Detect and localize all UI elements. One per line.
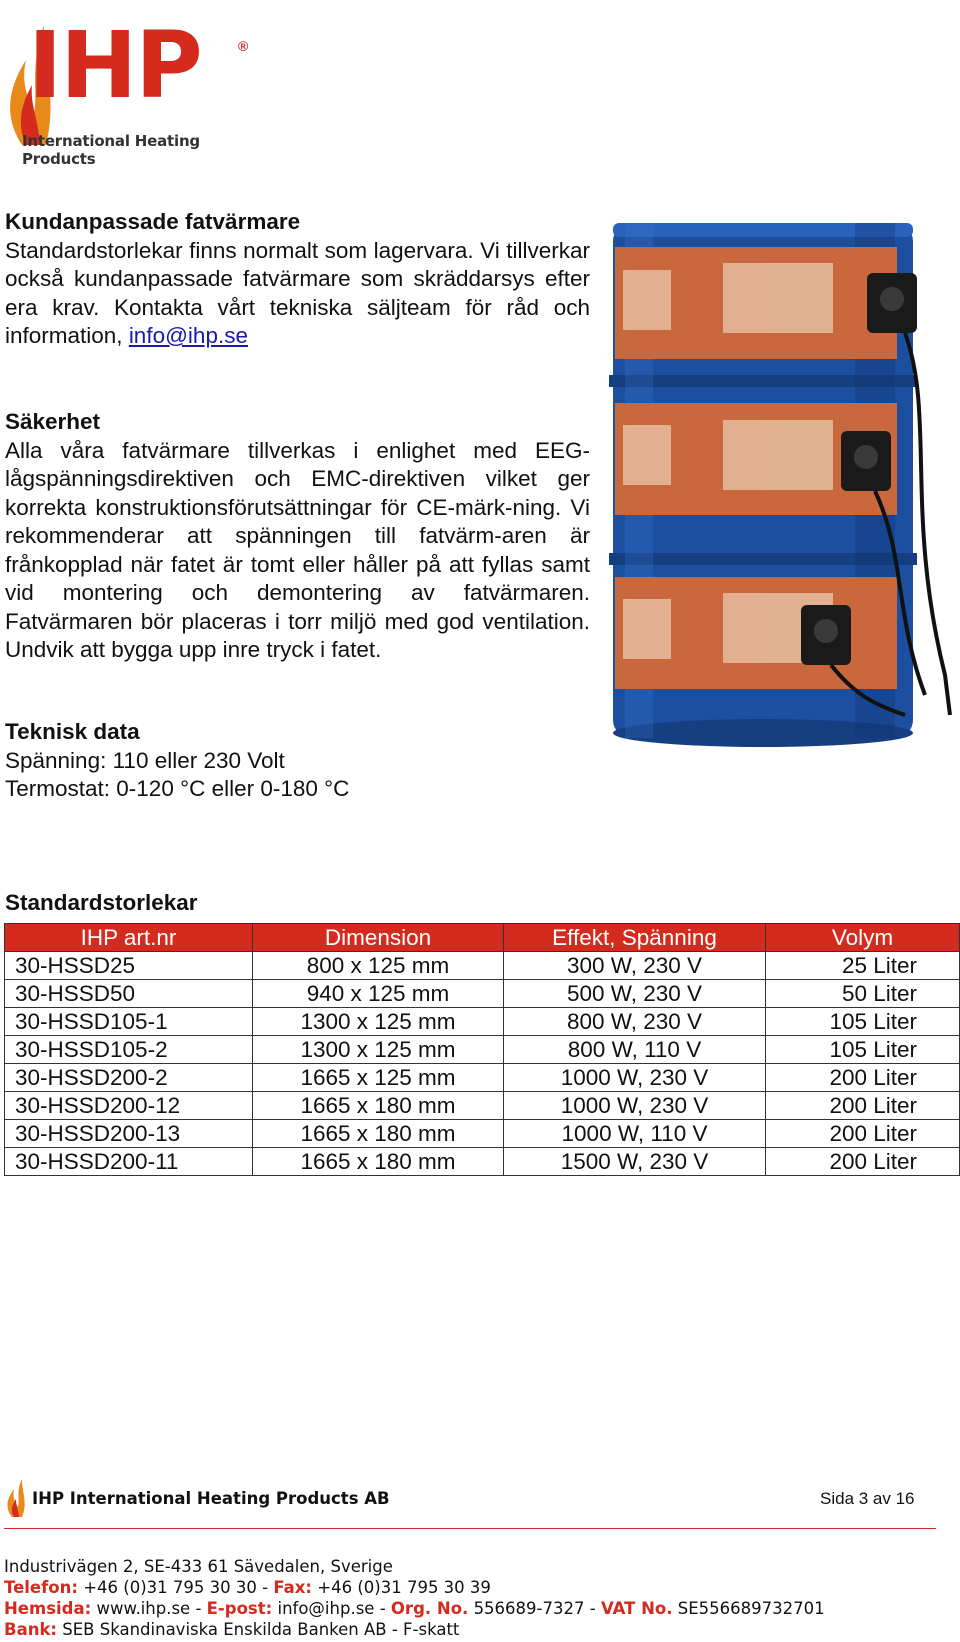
voltage-spec: Spänning: 110 eller 230 Volt xyxy=(5,747,285,773)
footer-website-link[interactable]: www.ihp.se xyxy=(96,1599,191,1618)
volume-cell: 105 Liter xyxy=(766,1036,960,1064)
power-cell: 1000 W, 110 V xyxy=(504,1120,766,1148)
dimension-cell: 800 x 125 mm xyxy=(253,952,504,980)
power-cell: 800 W, 110 V xyxy=(504,1036,766,1064)
product-photo xyxy=(605,215,960,750)
table-row xyxy=(5,1120,960,1148)
dimension-cell: 940 x 125 mm xyxy=(253,980,504,1008)
sizes-heading: Standardstorlekar xyxy=(5,890,198,915)
volume-cell: 200 Liter xyxy=(766,1148,960,1176)
art-nr-cell: 30-HSSD200-2 xyxy=(5,1064,253,1092)
logo-wordmark: IHP xyxy=(28,12,201,119)
footer-address: Industrivägen 2, SE-433 61 Sävedalen, Sverige xyxy=(4,1557,393,1576)
dimension-cell: 1665 x 180 mm xyxy=(253,1092,504,1120)
phone-number: +46 (0)31 795 30 30 xyxy=(83,1578,257,1597)
thermostat-spec: Termostat: 0-120 °C eller 0-180 °C xyxy=(5,776,350,801)
email-link[interactable]: info@ihp.se xyxy=(128,323,248,348)
footer-contact-line: Telefon: +46 (0)31 795 30 30 - Fax: +46 (0)31 795 30 39 xyxy=(4,1578,491,1597)
table-row xyxy=(5,1036,960,1064)
column-header: Dimension xyxy=(253,924,504,952)
power-cell: 800 W, 230 V xyxy=(504,1008,766,1036)
company-logo xyxy=(0,0,260,168)
art-nr-cell: 30-HSSD25 xyxy=(5,952,253,980)
art-nr-cell: 30-HSSD200-12 xyxy=(5,1092,253,1120)
vat-number: SE556689732701 xyxy=(677,1599,825,1618)
art-nr-cell: 30-HSSD105-2 xyxy=(5,1036,253,1064)
table-row xyxy=(5,1092,960,1120)
dimension-cell: 1300 x 125 mm xyxy=(253,1036,504,1064)
power-cell: 1000 W, 230 V xyxy=(504,1092,766,1120)
table-row xyxy=(5,980,960,1008)
tech-section xyxy=(5,718,590,804)
table-row xyxy=(5,952,960,980)
table-row xyxy=(5,1064,960,1092)
safety-heading: Säkerhet xyxy=(5,409,101,434)
dimension-cell: 1665 x 180 mm xyxy=(253,1120,504,1148)
footer-web-line: Hemsida: www.ihp.se - E-post: info@ihp.se - Org. No. 556689-7327 - VAT No. SE556689732701 xyxy=(4,1599,825,1618)
column-header: Volym xyxy=(766,924,960,952)
volume-cell: 200 Liter xyxy=(766,1120,960,1148)
table-row xyxy=(5,1008,960,1036)
safety-body: Alla våra fatvärmare tillverkas i enlighet med EEG-lågspänningsdirektiven och EMC-direktiven vilket ger korrekta konstruktionsförutsättningar för CE-märk-ning. Vi rekommenderar att spänningen till fatvärm-aren är frånkopplad när fatet är tomt eller håller på att fyllas samt vid montering och demontering av fatvärmaren. Fatvärmaren bör placeras i torr miljö med god ventilation. Undvik att bygga upp inre tryck i fatet. xyxy=(5,437,590,662)
dimension-cell: 1665 x 125 mm xyxy=(253,1064,504,1092)
custom-body: Standardstorlekar finns normalt som lagervara. Vi tillverkar också kundanpassade fatvärmare som skräddarsys efter era krav. Kontakta vårt tekniska säljteam för råd och information, info@ihp.se xyxy=(5,237,590,348)
table-row xyxy=(5,1148,960,1176)
column-header: Effekt, Spänning xyxy=(504,924,766,952)
power-cell: 300 W, 230 V xyxy=(504,952,766,980)
logo-subtitle: International Heating Products xyxy=(22,132,200,168)
footer-divider xyxy=(4,1528,936,1529)
footer-company: IHP International Heating Products AB xyxy=(32,1489,390,1508)
table-header-row xyxy=(5,924,960,952)
power-cell: 500 W, 230 V xyxy=(504,980,766,1008)
power-cell: 1000 W, 230 V xyxy=(504,1064,766,1092)
custom-section xyxy=(5,208,590,351)
footer-bank-line: Bank: SEB Skandinaviska Enskilda Banken AB - F-skatt xyxy=(4,1620,460,1639)
power-cell: 1500 W, 230 V xyxy=(504,1148,766,1176)
volume-cell: 25 Liter xyxy=(766,952,960,980)
art-nr-cell: 30-HSSD50 xyxy=(5,980,253,1008)
custom-heading: Kundanpassade fatvärmare xyxy=(5,209,301,234)
footer-email-link[interactable]: info@ihp.se xyxy=(277,1599,375,1618)
column-header: IHP art.nr xyxy=(5,924,253,952)
sizes-table xyxy=(4,923,960,1176)
tax-status: F-skatt xyxy=(403,1620,460,1639)
fax-number: +46 (0)31 795 30 39 xyxy=(317,1578,491,1597)
art-nr-cell: 30-HSSD200-13 xyxy=(5,1120,253,1148)
page-number: Sida 3 av 16 xyxy=(820,1489,915,1508)
dimension-cell: 1300 x 125 mm xyxy=(253,1008,504,1036)
volume-cell: 200 Liter xyxy=(766,1064,960,1092)
volume-cell: 105 Liter xyxy=(766,1008,960,1036)
art-nr-cell: 30-HSSD105-1 xyxy=(5,1008,253,1036)
art-nr-cell: 30-HSSD200-11 xyxy=(5,1148,253,1176)
tech-heading: Teknisk data xyxy=(5,719,140,744)
volume-cell: 200 Liter xyxy=(766,1092,960,1120)
volume-cell: 50 Liter xyxy=(766,980,960,1008)
org-number: 556689-7327 xyxy=(473,1599,585,1618)
safety-section xyxy=(5,408,590,665)
dimension-cell: 1665 x 180 mm xyxy=(253,1148,504,1176)
registered-mark: ® xyxy=(238,38,249,54)
bank-name: SEB Skandinaviska Enskilda Banken AB xyxy=(62,1620,387,1639)
